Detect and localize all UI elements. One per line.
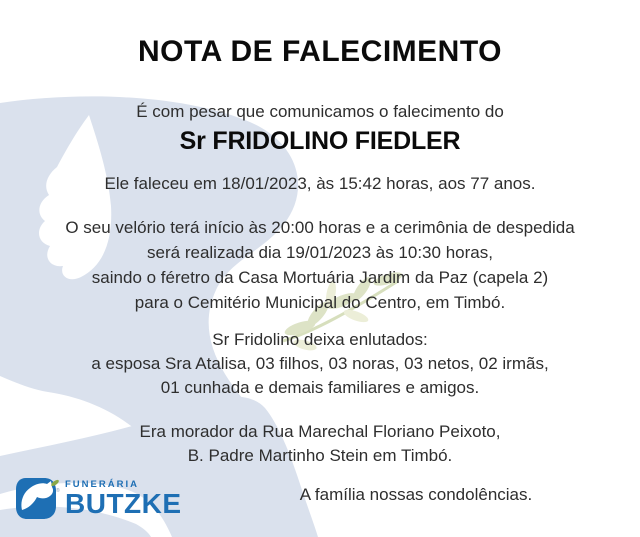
wake-paragraph: [0, 215, 640, 315]
condolences-line: A família nossas condolências.: [299, 485, 533, 504]
wake-line: para o Cemitério Municipal do Centro, em Timbó.: [134, 293, 506, 312]
residence-line: Era morador da Rua Marechal Floriano Peixoto,: [139, 422, 501, 441]
death-info-line: Ele faleceu em 18/01/2023, às 15:42 horas, aos 77 anos.: [104, 174, 536, 193]
mourners-line: Sr Fridolino deixa enlutados:: [212, 330, 428, 349]
mourners-paragraph: [0, 328, 640, 400]
butzke-dove-icon: [14, 476, 60, 522]
butzke-logo: [14, 476, 182, 522]
intro-line: É com pesar que comunicamos o falecimento do: [136, 102, 504, 121]
logo-funeraria-label: FUNERÁRIA: [65, 479, 139, 490]
residence-line: B. Padre Martinho Stein em Timbó.: [187, 446, 453, 465]
mourners-line: a esposa Sra Atalisa, 03 filhos, 03 noras, 03 netos, 02 irmãs,: [91, 354, 549, 373]
residence-paragraph: [0, 420, 640, 468]
wake-line: saindo o féretro da Casa Mortuária Jardim da Paz (capela 2): [91, 268, 549, 287]
registered-mark: ®: [56, 488, 60, 494]
logo-text: [65, 476, 182, 519]
wake-line: será realizada dia 19/01/2023 às 10:30 horas,: [147, 243, 493, 262]
logo-butzke-label: BUTZKE: [65, 488, 182, 519]
notice-title: NOTA DE FALECIMENTO: [138, 35, 502, 68]
deceased-name: Sr FRIDOLINO FIEDLER: [179, 127, 461, 155]
mourners-line: 01 cunhada e demais familiares e amigos.: [160, 378, 480, 397]
wake-line: O seu velório terá início às 20:00 horas e a cerimônia de despedida: [65, 218, 575, 237]
